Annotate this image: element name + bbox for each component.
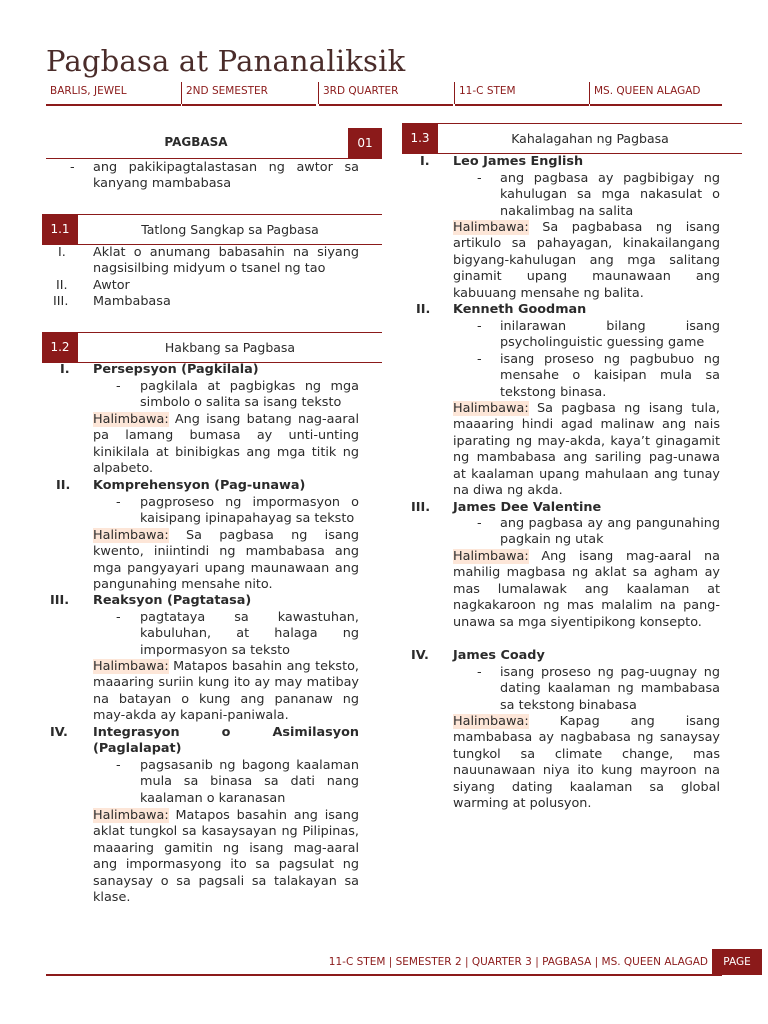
step-numeral: IV. (50, 725, 68, 740)
dash-marker: - (477, 516, 482, 531)
author-name: James Dee Valentine (453, 500, 602, 515)
step-example (93, 528, 359, 594)
dash-marker: - (116, 610, 121, 625)
section-label: Tatlong Sangkap sa Pagbasa (141, 222, 319, 237)
example-label: Halimbawa: (453, 220, 529, 235)
step-definition: pagproseso ng impormasyon o kaisipang ipinapahayag sa teksto (140, 495, 359, 527)
footer-text: 11-C STEM | SEMESTER 2 | QUARTER 3 | PAGBASA | MS. QUEEN ALAGAD (328, 956, 708, 968)
section-number: 1.1 (42, 214, 78, 245)
author-example (453, 220, 720, 302)
item-numeral: I. (58, 245, 66, 260)
example-text: Matapos basahin ang teksto, maaaring suriin kung ito ay may matibay na batayan o kung ang pananaw ng may-akda ay kapani-paniwala. (93, 659, 359, 724)
example-label: Halimbawa: (93, 808, 169, 823)
footer-divider (46, 974, 722, 976)
dash-marker: - (116, 379, 121, 394)
step-numeral: II. (56, 478, 71, 493)
section-1-1-header (42, 214, 382, 245)
author-numeral: II. (416, 302, 431, 317)
step-example (93, 808, 359, 906)
header-semester: 2ND SEMESTER (182, 80, 316, 106)
section-number: 1.2 (42, 332, 78, 363)
author-definition: ang pagbasa ay ang pangunahing pagkain ng utak (500, 516, 720, 548)
pagbasa-definition: ang pakikipagtalastasan ng awtor sa kanyang mambabasa (93, 160, 359, 192)
header-student-name: BARLIS, JEWEL (46, 80, 181, 106)
step-heading (93, 725, 359, 758)
example-text: Ang isang mag-aaral na mahilig magbasa ng aklat sa agham ay mas lumalawak ang kaalaman at nagkakaroon ng mas malalim na pang-unawa sa mga siyentipikong konsepto. (453, 549, 720, 630)
author-name: Leo James English (453, 154, 584, 169)
example-text: Sa pagbasa ng isang tula, maaaring hindi agad malinaw ang nais iparating ng may-akda, kaya’t ginagamit ng mambabasa ang sariling pag-unawa at kaalaman upang mahulaan ang tunay na diwa ng akda. (453, 401, 720, 499)
main-section-number: 01 (348, 128, 382, 158)
example-label: Halimbawa: (453, 549, 529, 564)
author-definition: isang proseso ng pag-uugnay ng dating kaalaman ng mambabasa sa tekstong binabasa (500, 665, 720, 713)
example-text: Sa pagbasa ng isang kwento, iniintindi ng mambabasa ang mga pangyayari upang maunawaan ang pangunahing mensahe nito. (93, 528, 359, 593)
author-definition: isang proseso ng pagbubuo ng mensahe o kaisipan mula sa tekstong binasa. (500, 352, 720, 400)
item-numeral: II. (56, 278, 68, 293)
step-definition: pagkilala at pagbigkas ng mga simbolo o salita sa isang teksto (140, 379, 359, 411)
dash-marker: - (70, 160, 75, 175)
author-numeral: III. (411, 500, 431, 515)
example-label: Halimbawa: (93, 528, 169, 543)
sangkap-item: Awtor (93, 278, 130, 293)
step-definition: pagtataya sa kawastuhan, kabuluhan, at halaga ng impormasyon sa teksto (140, 610, 359, 658)
example-text: Matapos basahin ang isang aklat tungkol sa kasaysayan ng Pilipinas, maaaring gamitin ng isang mag-aaral ang impormasyong ito sa pagsulat ng sanaysay o sa pagsali sa talakayan sa klase. (93, 808, 359, 906)
header-section: 11-C STEM (455, 80, 589, 106)
header-quarter: 3RD QUARTER (319, 80, 453, 106)
author-name: James Coady (453, 648, 545, 663)
example-label: Halimbawa: (93, 412, 169, 427)
dash-marker: - (477, 352, 482, 367)
page-label: PAGE (712, 949, 762, 975)
author-definition: ang pagbasa ay pagbibigay ng kahulugan sa mga nakasulat o nakalimbag na salita (500, 171, 720, 219)
step-example (93, 659, 359, 725)
item-numeral: III. (53, 294, 69, 309)
example-label: Halimbawa: (453, 714, 529, 729)
section-number: 1.3 (402, 123, 438, 154)
dash-marker: - (116, 495, 121, 510)
author-example (453, 549, 720, 631)
step-numeral: III. (50, 593, 70, 608)
section-label: Hakbang sa Pagbasa (164, 340, 296, 355)
section-label: Kahalagahan ng Pagbasa (511, 131, 669, 146)
dash-marker: - (477, 665, 482, 680)
main-section-label: PAGBASA (164, 135, 228, 149)
step-numeral: I. (60, 362, 70, 377)
main-section-header (46, 128, 382, 159)
dash-marker: - (116, 758, 121, 773)
step-definition: pagsasanib ng bagong kaalaman mula sa binasa sa dati nang kaalaman o karanasan (140, 758, 359, 806)
step-example (93, 412, 359, 478)
author-numeral: I. (420, 154, 430, 169)
author-numeral: IV. (411, 648, 429, 663)
step-heading: Persepsyon (Pagkilala) (93, 362, 259, 377)
sangkap-item: Aklat o anumang babasahin na siyang nagsisilbing midyum o tsanel ng tao (93, 245, 359, 277)
step-heading: Komprehensyon (Pag-unawa) (93, 478, 306, 493)
section-1-2-header (42, 332, 382, 363)
author-example (453, 714, 720, 812)
step-heading-text: Integrasyon o Asimilasyon (Paglalapat) (93, 725, 359, 757)
example-label: Halimbawa: (93, 659, 169, 674)
example-label: Halimbawa: (453, 401, 529, 416)
section-1-3-header (402, 123, 742, 154)
sangkap-item: Mambabasa (93, 294, 171, 309)
document-title: Pagbasa at Pananaliksik (46, 44, 406, 78)
dash-marker: - (477, 319, 482, 334)
example-text: Ang isang batang nag-aaral pa lamang bumasa ay unti-unting kinikilala at binibigkas ang mga titik ng alpabeto. (93, 412, 359, 477)
header-teacher: MS. QUEEN ALAGAD (590, 80, 722, 106)
author-definition: inilarawan bilang isang psycholinguistic guessing game (500, 319, 720, 351)
step-heading: Reaksyon (Pagtatasa) (93, 593, 252, 608)
author-name: Kenneth Goodman (453, 302, 587, 317)
dash-marker: - (477, 171, 482, 186)
author-example (453, 401, 720, 499)
example-text: Kapag ang isang mambabasa ay nagbabasa ng sanaysay tungkol sa climate change, mas nauunawaan niya ito kung mayroon na siyang dating kaalaman sa global warming at polusyon. (453, 714, 720, 812)
example-text: Sa pagbabasa ng isang artikulo sa pahayagan, kinakailangang bigyang-kahulugan ang mga salitang ginamit upang maunawaan ang kabuuang mensahe ng balita. (453, 220, 720, 301)
header-info-row (46, 80, 722, 106)
